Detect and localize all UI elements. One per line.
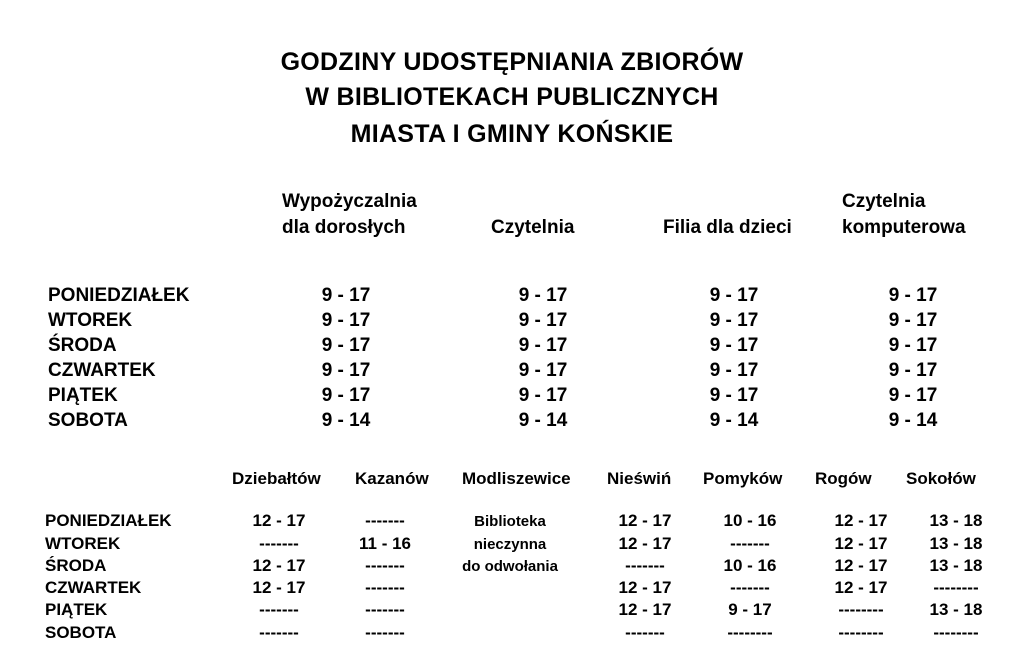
header-wypozyczalnia <box>282 189 417 241</box>
branch-header: Kazanów <box>355 469 429 488</box>
branch-cell: 12 - 17 <box>252 578 306 597</box>
title-line-3: MIASTA I GMINY KOŃSKIE <box>350 120 674 148</box>
main-cell: 9 - 17 <box>888 285 938 306</box>
header-komp-line1: Czytelnia <box>842 191 926 212</box>
main-cell: 9 - 17 <box>321 335 371 356</box>
branch-cell: 10 - 16 <box>723 511 777 530</box>
main-cell: 9 - 14 <box>321 410 371 431</box>
main-cell: 9 - 17 <box>709 385 759 406</box>
branch-cell: -------- <box>933 623 979 642</box>
branch-cell: 12 - 17 <box>252 556 306 575</box>
branch-cell: ------- <box>625 556 665 575</box>
branch-cell: -------- <box>727 623 773 642</box>
main-cell: 9 - 17 <box>888 360 938 381</box>
branch-cell: 12 - 17 <box>618 600 672 619</box>
branch-cell: 13 - 18 <box>929 600 983 619</box>
branch-cell: 12 - 17 <box>834 511 888 530</box>
branch-cell: 12 - 17 <box>618 534 672 553</box>
branch-cell: ------- <box>625 623 665 642</box>
main-cell: 9 - 17 <box>709 360 759 381</box>
branch-cell: ------- <box>259 623 299 642</box>
branch-cell: ------- <box>365 556 405 575</box>
branch-cell: 11 - 16 <box>359 534 411 553</box>
main-row-day: ŚRODA <box>48 335 117 356</box>
main-cell: 9 - 17 <box>709 310 759 331</box>
branch-cell: 9 - 17 <box>728 600 772 619</box>
main-cell: 9 - 17 <box>518 310 568 331</box>
branch-cell: ------- <box>730 534 770 553</box>
branch-cell: 12 - 17 <box>834 578 888 597</box>
branch-header: Sokołów <box>906 469 976 488</box>
main-cell: 9 - 14 <box>709 410 759 431</box>
branch-cell: 12 - 17 <box>834 556 888 575</box>
branch-cell: 13 - 18 <box>929 556 983 575</box>
header-czytelnia-komputerowa <box>842 189 966 241</box>
main-row-day: PONIEDZIAŁEK <box>48 285 190 306</box>
title-line-1: GODZINY UDOSTĘPNIANIA ZBIORÓW <box>280 48 744 76</box>
main-cell: 9 - 17 <box>518 285 568 306</box>
main-row-day: CZWARTEK <box>48 360 156 381</box>
main-cell: 9 - 14 <box>518 410 568 431</box>
branch-header: Rogów <box>815 469 872 488</box>
branch-row-day: PIĄTEK <box>45 600 108 619</box>
branch-cell: ------- <box>365 600 405 619</box>
main-cell: 9 - 14 <box>888 410 938 431</box>
header-filia: Filia dla dzieci <box>663 217 792 238</box>
main-cell: 9 - 17 <box>518 385 568 406</box>
branch-cell: 10 - 16 <box>723 556 777 575</box>
branch-cell: 12 - 17 <box>252 511 306 530</box>
branch-cell: ------- <box>365 511 405 530</box>
main-cell: 9 - 17 <box>321 385 371 406</box>
branch-cell: ------- <box>259 534 299 553</box>
branch-header: Pomyków <box>703 469 783 488</box>
branch-row-day: SOBOTA <box>45 623 117 642</box>
header-czytelnia: Czytelnia <box>491 217 575 238</box>
branch-header: Nieświń <box>607 469 672 488</box>
modliszewice-note-line1: Biblioteka <box>474 513 546 530</box>
main-cell: 9 - 17 <box>321 310 371 331</box>
branch-cell: ------- <box>730 578 770 597</box>
branch-cell: ------- <box>259 600 299 619</box>
main-cell: 9 - 17 <box>888 310 938 331</box>
header-wypozyczalnia-line2: dla dorosłych <box>282 217 406 238</box>
branch-row-day: CZWARTEK <box>45 578 142 597</box>
branch-cell: ------- <box>365 578 405 597</box>
main-row-day: WTOREK <box>48 310 133 331</box>
main-cell: 9 - 17 <box>518 335 568 356</box>
branch-row-day: ŚRODA <box>45 556 107 575</box>
main-cell: 9 - 17 <box>888 385 938 406</box>
modliszewice-note-line3: do odwołania <box>462 558 558 575</box>
branch-cell: 12 - 17 <box>618 511 672 530</box>
branch-row-day: WTOREK <box>45 534 121 553</box>
branch-cell: -------- <box>838 623 884 642</box>
branch-cell: 12 - 17 <box>618 578 672 597</box>
branch-header: Dziebałtów <box>232 469 321 488</box>
main-cell: 9 - 17 <box>321 360 371 381</box>
main-cell: 9 - 17 <box>709 335 759 356</box>
main-row-day: SOBOTA <box>48 410 128 431</box>
branch-header: Modliszewice <box>462 469 571 488</box>
header-wypozyczalnia-line1: Wypożyczalnia <box>282 191 417 212</box>
title-line-2: W BIBLIOTEKACH PUBLICZNYCH <box>305 83 719 111</box>
main-cell: 9 - 17 <box>709 285 759 306</box>
branch-row-day: PONIEDZIAŁEK <box>45 511 172 530</box>
branch-cell: 13 - 18 <box>929 534 983 553</box>
main-cell: 9 - 17 <box>321 285 371 306</box>
main-cell: 9 - 17 <box>518 360 568 381</box>
branch-cell: -------- <box>933 578 979 597</box>
main-cell: 9 - 17 <box>888 335 938 356</box>
branch-cell: -------- <box>838 600 884 619</box>
modliszewice-note-line2: nieczynna <box>473 536 547 553</box>
header-komp-line2: komputerowa <box>842 217 966 238</box>
main-row-day: PIĄTEK <box>48 385 118 406</box>
branch-cell: 12 - 17 <box>834 534 888 553</box>
branch-cell: ------- <box>365 623 405 642</box>
branch-cell: 13 - 18 <box>929 511 983 530</box>
